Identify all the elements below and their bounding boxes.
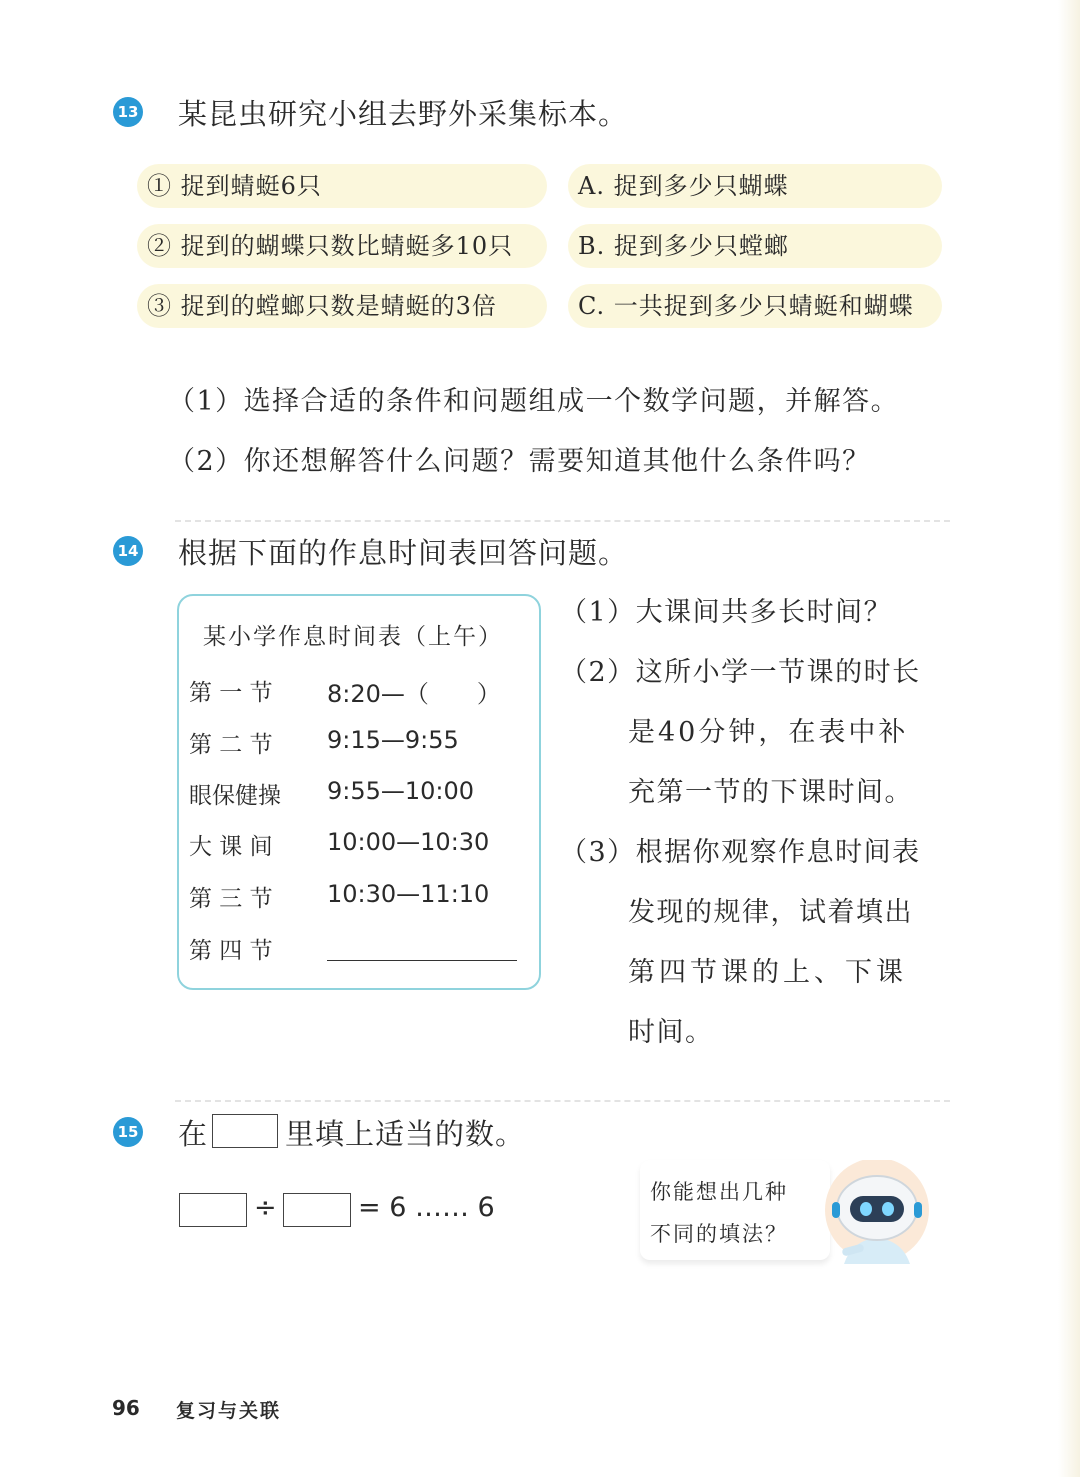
condition-3: ③ 捉到的螳螂只数是蜻蜓的3倍 bbox=[137, 284, 547, 328]
problem-13-sub1: （1）选择合适的条件和问题组成一个数学问题，并解答。 bbox=[168, 386, 900, 417]
section-divider bbox=[175, 1100, 950, 1102]
problem-14-badge: 14 bbox=[113, 536, 143, 566]
blank-box-sample bbox=[212, 1114, 278, 1148]
condition-2: ② 捉到的蝴蝶只数比蜻蜓多10只 bbox=[137, 224, 547, 268]
condition-1: ① 捉到蜻蜓6只 bbox=[137, 164, 547, 208]
problem-15-badge: 15 bbox=[113, 1117, 143, 1147]
question-a: A. 捉到多少只蝴蝶 bbox=[568, 164, 942, 208]
schedule-row-label: 第 三 节 bbox=[189, 886, 273, 912]
schedule-row-time: 10:30—11:10 bbox=[327, 880, 490, 908]
question-b: B. 捉到多少只螳螂 bbox=[568, 224, 942, 268]
page-edge-shade bbox=[1058, 0, 1080, 1477]
hint-bubble bbox=[640, 1160, 830, 1260]
problem-14-q2-line2: 是40分钟，在表中补 bbox=[628, 717, 909, 748]
problem-14-q3-line3: 第四节课的上、下课 bbox=[628, 957, 907, 988]
section-name: 复习与关联 bbox=[176, 1400, 282, 1422]
schedule-row-time: 10:00—10:30 bbox=[327, 828, 490, 856]
schedule-row-label: 眼保健操 bbox=[189, 783, 281, 809]
hint-line-2: 不同的填法？ bbox=[650, 1222, 788, 1246]
schedule-row-time: 8:20—（ ） bbox=[327, 680, 501, 708]
schedule-table-title: 某小学作息时间表（上午） bbox=[203, 624, 503, 650]
question-c: C. 一共捉到多少只蜻蜓和蝴蝶 bbox=[568, 284, 942, 328]
equation-result: = 6 …… 6 bbox=[358, 1192, 495, 1223]
schedule-row-label: 大 课 间 bbox=[189, 834, 273, 860]
problem-14-q2-line1: （2）这所小学一节课的时长 bbox=[560, 657, 921, 688]
schedule-row-label: 第 一 节 bbox=[189, 680, 273, 706]
problem-14-q2-line3: 充第一节的下课时间。 bbox=[628, 777, 913, 808]
hint-line-1: 你能想出几种 bbox=[650, 1180, 788, 1204]
problem-13-sub2: （2）你还想解答什么问题？需要知道其他什么条件吗？ bbox=[168, 446, 871, 477]
problem-14-title: 根据下面的作息时间表回答问题。 bbox=[178, 536, 629, 570]
schedule-row-label: 第 二 节 bbox=[189, 732, 273, 758]
schedule-row-label: 第 四 节 bbox=[189, 938, 273, 964]
divide-sign: ÷ bbox=[254, 1192, 277, 1223]
robot-mascot-icon bbox=[822, 1160, 932, 1264]
problem-13-title: 某昆虫研究小组去野外采集标本。 bbox=[178, 97, 629, 131]
schedule-row-time: 9:15—9:55 bbox=[327, 726, 459, 754]
section-divider bbox=[175, 520, 950, 522]
problem-15-title-pre: 在 bbox=[178, 1117, 209, 1151]
schedule-row-time: 9:55—10:00 bbox=[327, 777, 475, 805]
problem-13-badge: 13 bbox=[113, 97, 143, 127]
problem-14-q1: （1）大课间共多长时间？ bbox=[560, 597, 893, 628]
page-number: 96 bbox=[112, 1396, 140, 1420]
schedule-table bbox=[177, 594, 541, 990]
fill-blank-line bbox=[327, 960, 517, 961]
problem-14-q3-line2: 发现的规律，试着填出 bbox=[628, 897, 913, 928]
problem-14-q3-line4: 时间。 bbox=[628, 1017, 714, 1048]
dividend-input-box[interactable] bbox=[179, 1193, 247, 1227]
problem-15-title-post: 里填上适当的数。 bbox=[285, 1117, 526, 1151]
problem-14-q3-line1: （3）根据你观察作息时间表 bbox=[560, 837, 921, 868]
divisor-input-box[interactable] bbox=[283, 1193, 351, 1227]
